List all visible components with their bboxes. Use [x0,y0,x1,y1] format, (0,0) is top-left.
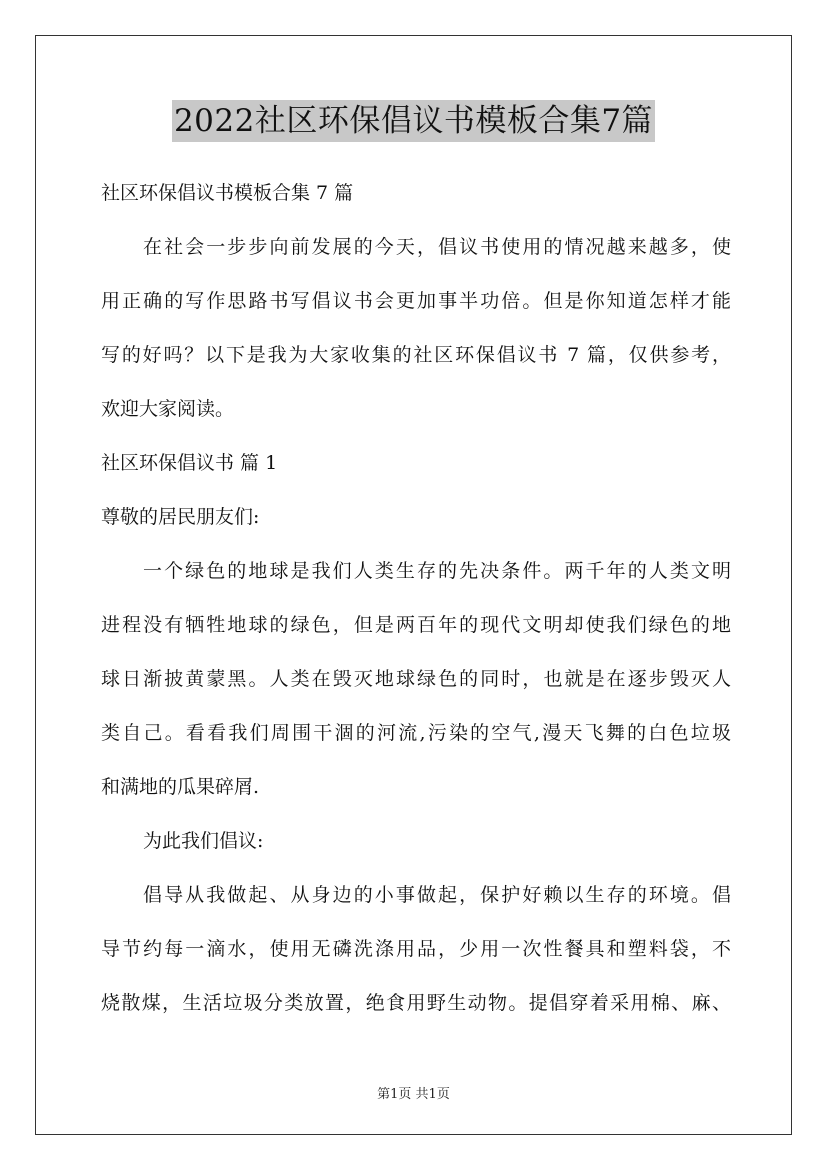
paragraph-line: 社区环保倡议书模板合集 7 篇 [101,182,354,204]
paragraph-line: 烧散煤，生活垃圾分类放置，绝食用野生动物。提倡穿着采用棉、麻、 [101,992,731,1014]
paragraph-line: 为此我们倡议: [143,830,264,852]
paragraph-line: 类自己。看看我们周围干涸的河流,污染的空气,漫天飞舞的白色垃圾 [101,722,731,744]
paragraph-line: 导节约每一滴水，使用无磷洗涤用品，少用一次性餐具和塑料袋，不 [101,938,731,960]
paragraph-line: 社区环保倡议书 篇 1 [101,452,278,474]
paragraph-line: 一个绿色的地球是我们人类生存的先决条件。两千年的人类文明 [143,560,731,582]
paragraph-line: 球日渐披黄蒙黑。人类在毁灭地球绿色的同时，也就是在逐步毁灭人 [101,668,731,690]
document-title: 2022社区环保倡议书模板合集7篇 [172,100,655,142]
paragraph-line: 进程没有牺牲地球的绿色，但是两百年的现代文明却使我们绿色的地 [101,614,731,636]
page-footer: 第1页 共1页 [377,1087,450,1102]
document-body [101,170,731,1034]
paragraph-line: 在社会一步步向前发展的今天，倡议书使用的情况越来越多，使 [143,236,731,258]
document-title-container [0,100,827,142]
paragraph-line: 写的好吗？以下是我为大家收集的社区环保倡议书 7 篇，仅供参考， [101,344,731,366]
paragraph-line: 和满地的瓜果碎屑. [101,776,260,798]
paragraph-line: 倡导从我做起、从身边的小事做起，保护好赖以生存的环境。倡 [143,884,731,906]
paragraph-line: 欢迎大家阅读。 [101,398,235,420]
paragraph-line: 用正确的写作思路书写倡议书会更加事半功倍。但是你知道怎样才能 [101,290,731,312]
paragraph-line: 尊敬的居民朋友们: [101,506,260,528]
